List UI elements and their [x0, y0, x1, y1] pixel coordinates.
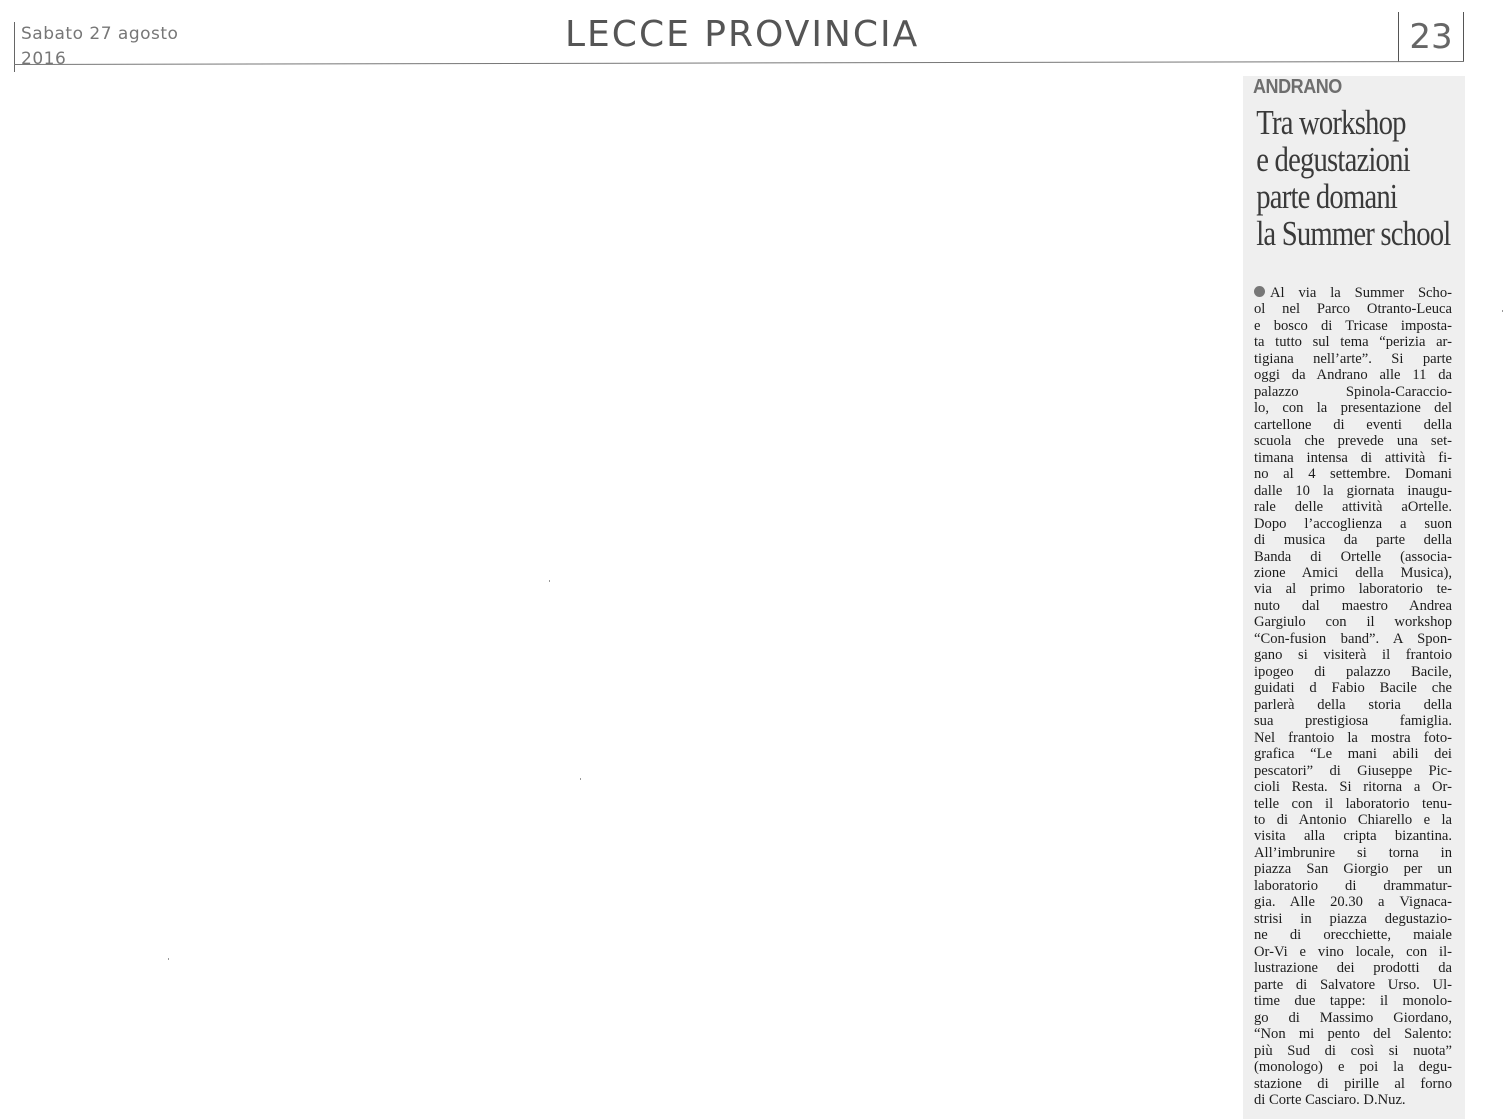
- body-line: ne di orecchiette, maiale: [1254, 927, 1452, 944]
- body-line: cioli Resta. Si ritorna a Or-: [1254, 779, 1452, 796]
- body-line: lustrazione dei prodotti da: [1254, 960, 1452, 977]
- body-line: di musica da parte della: [1254, 532, 1452, 549]
- scan-speck: [1502, 310, 1503, 312]
- body-line: Nel frantoio la mostra foto-: [1254, 729, 1452, 746]
- body-line: strisi in piazza degustazio-: [1254, 910, 1452, 927]
- headline-line: parte domani: [1256, 177, 1398, 216]
- body-line: pescatori” di Giuseppe Pic-: [1254, 762, 1452, 779]
- body-line: parlerà della storia della: [1254, 696, 1452, 713]
- body-line: sua prestigiosa famiglia.: [1254, 713, 1452, 730]
- body-line: dalle 10 la giornata inaugu-: [1254, 482, 1452, 499]
- body-line: (monologo) e poi la degu-: [1254, 1059, 1452, 1076]
- body-line: e bosco di Tricase imposta-: [1254, 317, 1452, 334]
- body-line: Al via la Summer Scho-: [1254, 285, 1452, 301]
- body-line: scuola che prevede una set-: [1254, 433, 1452, 450]
- body-line: cartellone di eventi della: [1254, 416, 1452, 433]
- body-line: tigiana nell’arte”. Si parte: [1254, 350, 1452, 367]
- body-line: zione Amici della Musica),: [1254, 564, 1452, 581]
- body-line: All’imbrunire si torna in: [1254, 844, 1452, 861]
- body-line: time due tappe: il monolo-: [1254, 993, 1452, 1010]
- body-line: laboratorio di drammatur-: [1254, 877, 1452, 894]
- page-number: 23: [1398, 12, 1464, 62]
- body-line: visita alla cripta bizantina.: [1254, 828, 1452, 845]
- body-line: ta tutto sul tema “perizia ar-: [1254, 334, 1452, 351]
- body-line: rale delle attività aOrtelle.: [1254, 499, 1452, 516]
- scan-speck: [580, 778, 581, 780]
- body-line: go di Massimo Giordano,: [1254, 1009, 1452, 1026]
- body-line: stazione di pirille al forno: [1254, 1075, 1452, 1092]
- article-clipping: [1243, 76, 1465, 1119]
- body-line: gia. Alle 20.30 a Vignaca-: [1254, 894, 1452, 911]
- body-line: no al 4 settembre. Domani: [1254, 466, 1452, 483]
- scan-speck: [168, 958, 169, 960]
- headline-line: Tra workshop: [1256, 103, 1406, 142]
- body-line: lo, con la presentazione del: [1254, 400, 1452, 417]
- body-line: Dopo l’accoglienza a suon: [1254, 515, 1452, 532]
- article-kicker: ANDRANO: [1253, 76, 1342, 98]
- body-line: ol nel Parco Otranto-Leuca: [1254, 301, 1452, 318]
- body-line: nuto dal maestro Andrea: [1254, 597, 1452, 614]
- body-line: “Non mi pento del Salento:: [1254, 1026, 1452, 1043]
- body-line: “Con-fusion band”. A Spon-: [1254, 630, 1452, 647]
- body-line: guidati d Fabio Bacile che: [1254, 680, 1452, 697]
- issue-date-day: Sabato 27 agosto: [21, 24, 179, 44]
- body-line: piazza San Giorgio per un: [1254, 861, 1452, 878]
- body-line: telle con il laboratorio tenu-: [1254, 795, 1452, 812]
- section-title: LECCE PROVINCIA: [565, 14, 920, 55]
- body-line: to di Antonio Chiarello e la: [1254, 812, 1452, 828]
- body-line: ipogeo di palazzo Bacile,: [1254, 663, 1452, 680]
- scan-speck: [549, 580, 550, 582]
- body-line: Or-Vi e vino locale, con il-: [1254, 943, 1452, 960]
- body-line: di Corte Casciaro. D.Nuz.: [1254, 1091, 1406, 1108]
- body-line: timana intensa di attività fi-: [1254, 449, 1452, 466]
- body-line: Banda di Ortelle (associa-: [1254, 548, 1452, 565]
- body-line: palazzo Spinola-Caraccio-: [1254, 383, 1452, 400]
- body-line: Gargiulo con il workshop: [1254, 614, 1452, 631]
- article-body: [1254, 285, 1452, 1108]
- header-divider: [14, 61, 1464, 65]
- body-line: grafica “Le mani abili dei: [1254, 746, 1452, 763]
- body-line: oggi da Andrano alle 11 da: [1254, 367, 1452, 384]
- body-line: via al primo laboratorio te-: [1254, 581, 1452, 598]
- headline-line: la Summer school: [1256, 214, 1451, 253]
- bullet-icon: [1254, 286, 1265, 297]
- body-line: parte di Salvatore Urso. Ul-: [1254, 976, 1452, 993]
- issue-date-year: 2016: [21, 49, 67, 69]
- body-line: gano si visiterà il frantoio: [1254, 647, 1452, 664]
- headline-line: e degustazioni: [1256, 140, 1410, 179]
- body-line: più Sud di così si nuota”: [1254, 1042, 1452, 1059]
- article-headline: [1253, 104, 1461, 252]
